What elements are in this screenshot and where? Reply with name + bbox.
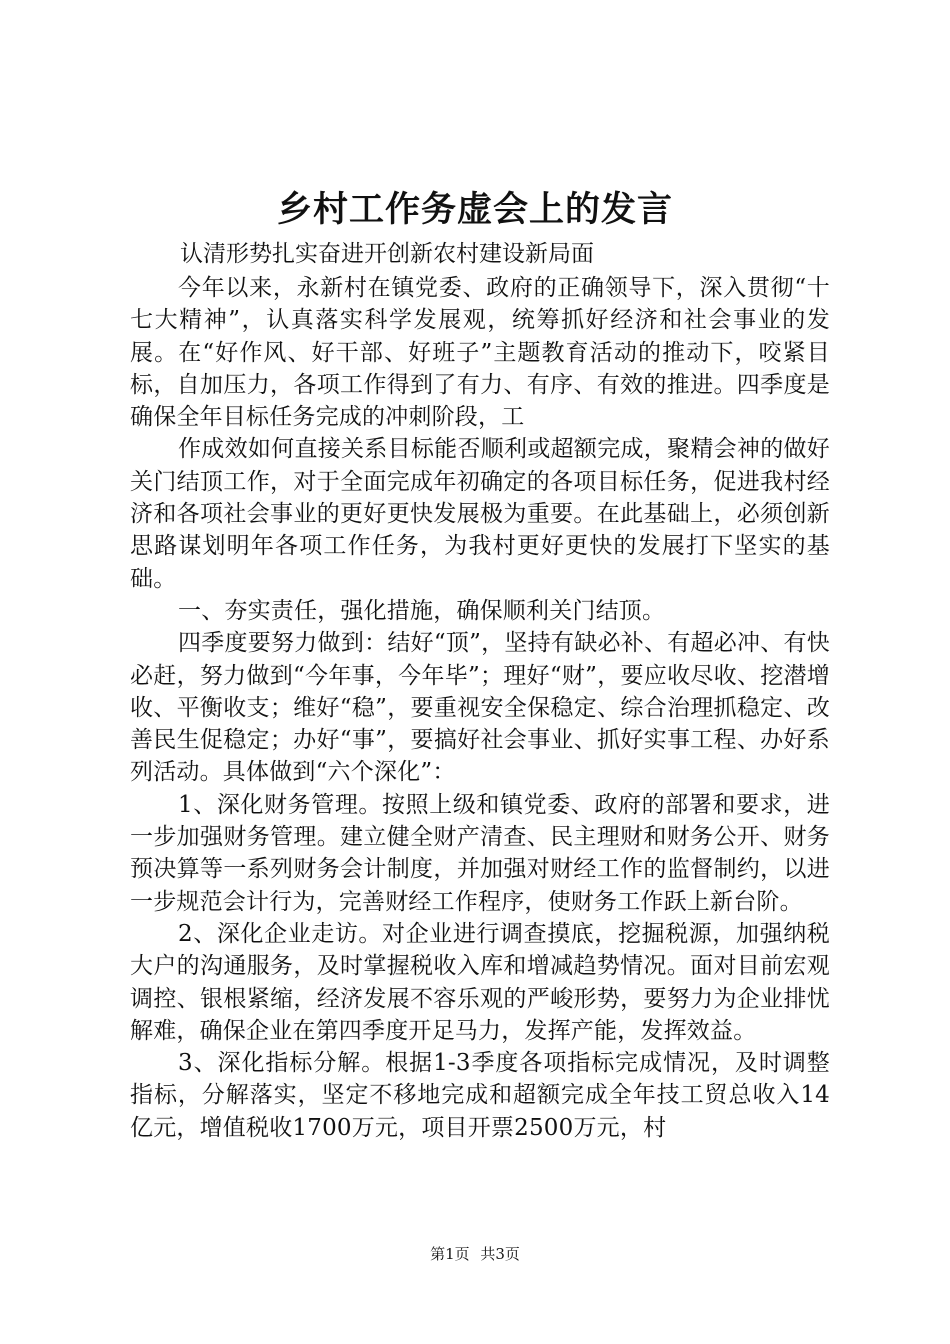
page-number-total: 共3页 bbox=[480, 1245, 520, 1263]
paragraph: 3、深化指标分解。根据1-3季度各项指标完成情况，及时调整指标，分解落实，坚定不移地完成和超额完成全年技工贸总收入14亿元，增值税收1700万元，项目开票2500万元，村 bbox=[130, 1050, 830, 1141]
paragraph: 2、深化企业走访。对企业进行调查摸底，挖掘税源，加强纳税大户的沟通服务，及时掌握税收入库和增减趋势情况。面对目前宏观调控、银根紧缩，经济发展不容乐观的严峻形势，要努力为企业排忧解难，确保企业在第四季度开足马力，发挥产能，发挥效益。 bbox=[130, 920, 830, 1044]
section-heading: 一、夯实责任，强化措施，确保顺利关门结顶。 bbox=[178, 597, 666, 624]
paragraph: 作成效如何直接关系目标能否顺利或超额完成，聚精会神的做好关门结顶工作，对于全面完成年初确定的各项目标任务，促进我村经济和各项社会事业的更好更快发展极为重要。在此基础上，必须创新思路谋划明年各项工作任务，为我村更好更快的发展打下坚实的基础。 bbox=[130, 436, 830, 592]
page-number-current: 第1页 bbox=[430, 1245, 470, 1263]
paragraph: 四季度要努力做到：结好“顶”，坚持有缺必补、有超必冲、有快必赶，努力做到“今年事，今年毕”；理好“财”，要应收尽收、挖潜增收、平衡收支；维好“稳”，要重视安全保稳定、综合治理抓稳定、改善民生促稳定；办好“事”，要搞好社会事业、抓好实事工程、办好系列活动。具体做到“六个深化”： bbox=[130, 630, 830, 786]
document-body bbox=[130, 272, 830, 1144]
paragraph: 今年以来，永新村在镇党委、政府的正确领导下，深入贯彻“十七大精神”，认真落实科学发展观，统筹抓好经济和社会事业的发展。在“好作风、好干部、好班子”主题教育活动的推动下，咬紧目标，自加压力，各项工作得到了有力、有序、有效的推进。四季度是确保全年目标任务完成的冲刺阶段，工 bbox=[130, 275, 830, 431]
document-title: 乡村工作务虚会上的发言 bbox=[276, 189, 673, 230]
page-footer bbox=[0, 1244, 950, 1264]
document-subtitle: 认清形势扎实奋进开创新农村建设新局面 bbox=[180, 241, 594, 267]
paragraph: 1、深化财务管理。按照上级和镇党委、政府的部署和要求，进一步加强财务管理。建立健全财产清查、民主理财和财务公开、财务预决算等一系列财务会计制度，并加强对财经工作的监督制约，以进一步规范会计行为，完善财经工作程序，使财务工作跃上新台阶。 bbox=[130, 791, 830, 915]
